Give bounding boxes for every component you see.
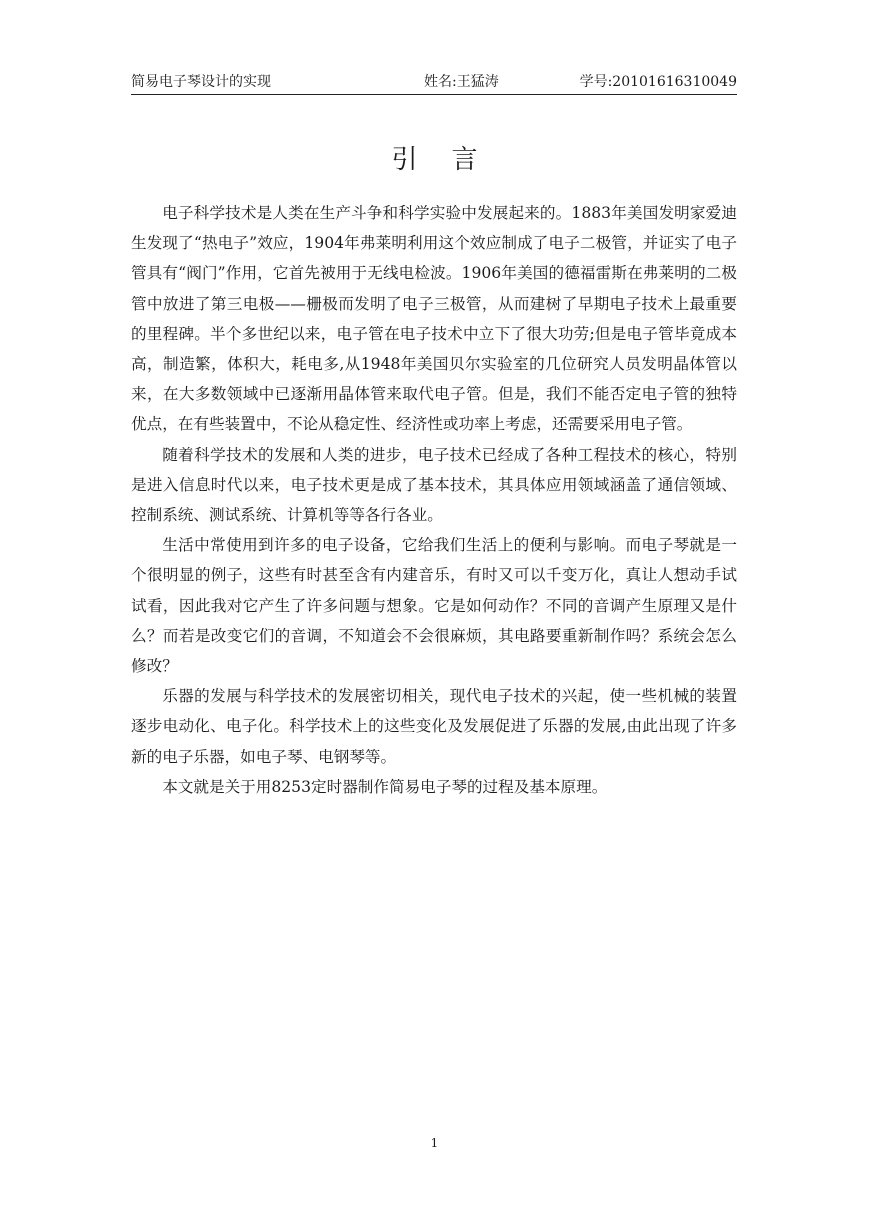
paragraph: 本文就是关于用8253定时器制作简易电子琴的过程及基本原理。	[162, 777, 608, 796]
paragraph: 随着科学技术的发展和人类的进步，电子技术已经成了各种工程技术的核心，特别是进入信息时代以来，电子技术更是成了基本技术，其具体应用领域涵盖了通信领域、控制系统、测试系统、计算机等等各行各业。	[131, 445, 737, 525]
page-number: 1	[430, 1136, 439, 1150]
paragraph: 电子科学技术是人类在生产斗争和科学实验中发展起来的。1883年美国发明家爱迪生发现了“热电子”效应，1904年弗莱明利用这个效应制成了电子二极管，并证实了电子管具有“阀门”作用，它首先被用于无线电检波。1906年美国的德福雷斯在弗莱明的二极管中放进了第三电极——栅极而发明了电子三极管，从而建树了早期电子技术上最重要的里程碑。半个多世纪以来，电子管在电子技术中立下了很大功劳;但是电子管毕竟成本高，制造繁，体积大，耗电多,从1948年美国贝尔实验室的几位研究人员发明晶体管以来，在大多数领域中已逐渐用晶体管来取代电子管。但是，我们不能否定电子管的独特优点，在有些装置中，不论从稳定性、经济性或功率上考虑，还需要采用电子管。	[131, 204, 737, 434]
header-student-id: 学号:20101616310049	[579, 74, 737, 90]
paragraph: 生活中常使用到许多的电子设备，它给我们生活上的便利与影响。而电子琴就是一个很明显的例子，这些有时甚至含有内建音乐，有时又可以千变万化，真让人想动手试试看，因此我对它产生了许多问题与想象。它是如何动作？不同的音调产生原理又是什么？而若是改变它们的音调，不知道会不会很麻烦，其电路要重新制作吗？系统会怎么修改？	[131, 536, 737, 676]
header-thesis-title: 简易电子琴设计的实现	[131, 74, 271, 90]
paragraph: 乐器的发展与科学技术的发展密切相关，现代电子技术的兴起，使一些机械的装置逐步电动化、电子化。科学技术上的这些变化及发展促进了乐器的发展,由此出现了许多新的电子乐器，如电子琴、电钢琴等。	[131, 687, 737, 766]
header-author-name: 姓名:王猛涛	[424, 74, 499, 90]
section-title: 引言	[391, 145, 512, 175]
page-header	[131, 72, 737, 95]
body-text	[131, 198, 737, 802]
